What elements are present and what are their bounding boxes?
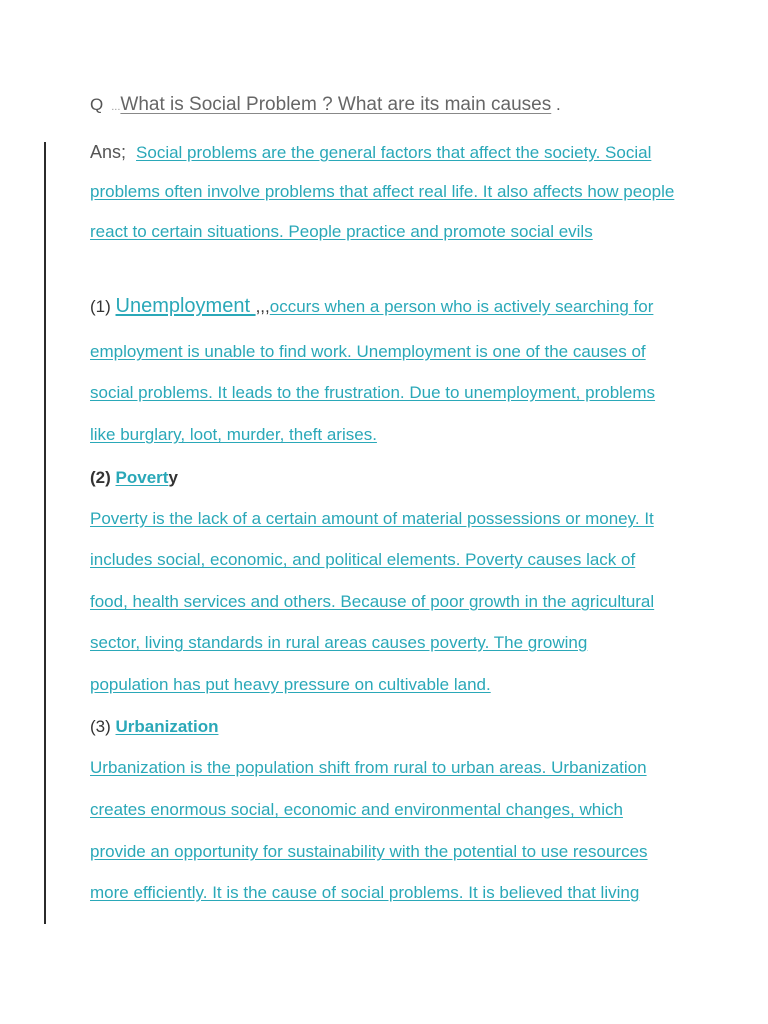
cause3-number: (3) [90,717,111,736]
cause1-text-line[interactable]: employment is unable to find work. Unemployment is one of the causes of [90,342,646,361]
cause3-heading [90,716,218,738]
answer-line-1 [90,141,651,164]
cause3-text-line[interactable]: more efficiently. It is the cause of social problems. It is believed that living [90,883,640,902]
answer-text-line[interactable]: react to certain situations. People practice and promote social evils [90,222,593,241]
cause1-separator: ,,, [255,297,270,316]
cause1-text-line[interactable]: social problems. It leads to the frustration. Due to unemployment, problems [90,383,656,402]
cause2-title-link[interactable]: Povert [115,468,169,487]
cause3-text-line[interactable]: creates enormous social, economic and environmental changes, which [90,800,623,819]
cause1-title-link[interactable]: Unemployment [115,295,256,317]
cause1-heading [90,295,653,318]
answer-label: Ans; [90,142,127,162]
question-end: . [551,95,561,114]
cause1-text-line[interactable]: occurs when a person who is actively searching for [269,297,654,316]
cause2-number: (2) [90,468,111,487]
question-line [90,94,561,118]
cause2-text-line[interactable]: Poverty is the lack of a certain amount of material possessions or money. It [90,509,654,528]
question-dots: ... [111,101,121,113]
answer-text-line[interactable]: Social problems are the general factors that affect the society. Social [136,143,652,162]
question-marker: Q [90,95,104,114]
cause1-number: (1) [90,297,111,316]
change-bar [44,142,46,924]
cause2-text-line[interactable]: population has put heavy pressure on cultivable land. [90,675,491,694]
cause2-heading [90,467,178,489]
question-text: What is Social Problem ? What are its main causes [120,94,552,115]
cause3-title-link[interactable]: Urbanization [115,717,219,736]
cause3-text-line[interactable]: Urbanization is the population shift from rural to urban areas. Urbanization [90,758,647,777]
cause2-text-line[interactable]: includes social, economic, and political elements. Poverty causes lack of [90,550,636,569]
cause3-text-line[interactable]: provide an opportunity for sustainability with the potential to use resources [90,842,648,861]
answer-text-line[interactable]: problems often involve problems that affect real life. It also affects how people [90,182,675,201]
cause2-title-tail: y [168,468,178,487]
cause2-text-line[interactable]: food, health services and others. Because of poor growth in the agricultural [90,592,655,611]
cause2-text-line[interactable]: sector, living standards in rural areas causes poverty. The growing [90,633,588,652]
cause1-text-line[interactable]: like burglary, loot, murder, theft arises. [90,425,377,444]
